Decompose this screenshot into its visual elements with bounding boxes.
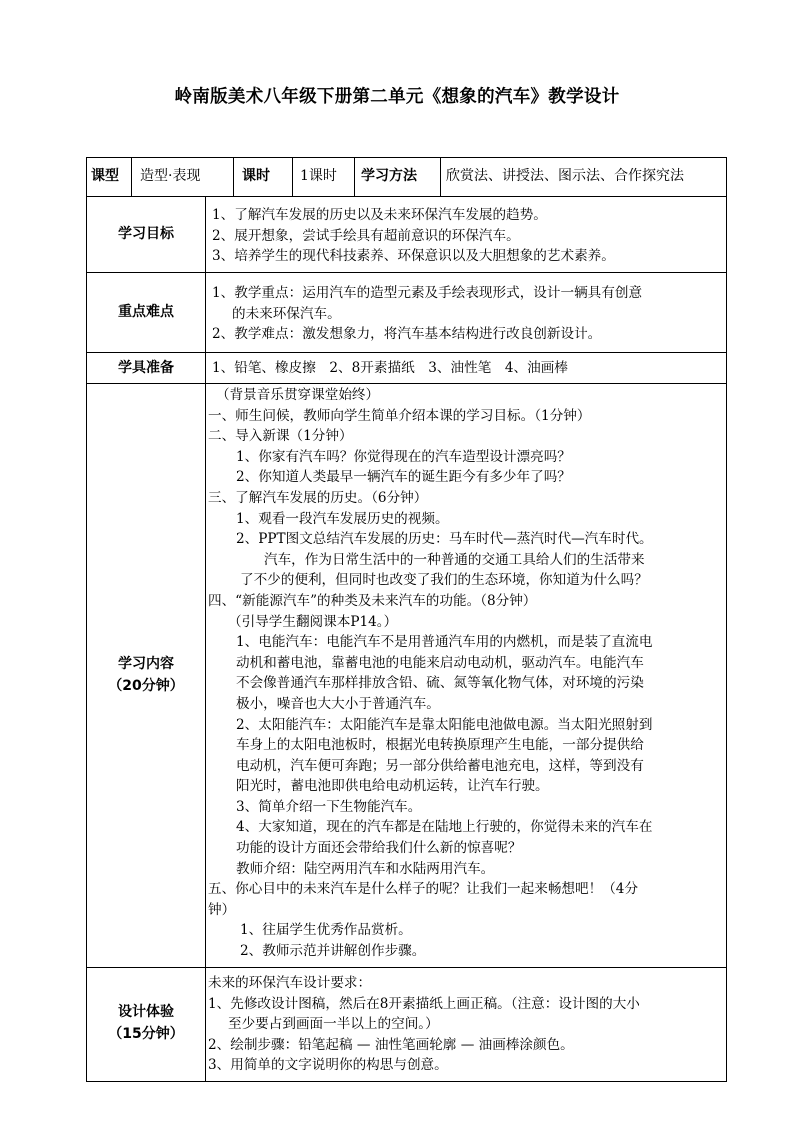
learning-content (208, 385, 653, 962)
content-line: 四、“新能源汽车”的种类及未来汽车的功能。（8分钟） (208, 592, 537, 609)
content-line: 2、你知道人类最早一辆汽车的诞生距今有多少年了吗？ (236, 469, 571, 486)
content-line: 1、往届学生优秀作品赏析。 (240, 922, 412, 939)
content-line: 2、太阳能汽车：太阳能汽车是靠太阳能电池做电源。当太阳光照射到 (236, 716, 653, 733)
content-line: 汽车，作为日常生活中的一种普通的交通工具给人们的生活带来 (264, 551, 645, 568)
content-line: 不会像普通汽车那样排放含铅、硫、氮等氧化物气体，对环境的污染 (236, 675, 644, 692)
content-line: 车身上的太阳电池板时，根据光电转换原理产生电能，一部分提供给 (236, 737, 644, 754)
content-line: 动机和蓄电池，靠蓄电池的电能来启动电动机，驱动汽车。电能汽车 (236, 654, 644, 671)
content-line: 1、电能汽车：电能汽车不是用普通汽车用的内燃机，而是装了直流电 (236, 634, 653, 651)
column-divider (292, 157, 293, 196)
row-divider (86, 196, 727, 197)
design-content (208, 973, 640, 1076)
goal-line: 3、培养学生的现代科技素养、环保意识以及大胆想象的艺术素养。 (212, 248, 615, 265)
content-line: 3、简单介绍一下生物能汽车。 (236, 798, 422, 815)
row-divider (86, 352, 727, 353)
content-label: 学习内容 (118, 656, 174, 672)
lesson-hours-value: 1课时 (300, 168, 337, 184)
content-line: 一、师生问候，教师向学生简单介绍本课的学习目标。（1分钟） (208, 407, 591, 424)
lesson-hours-label: 课时 (242, 168, 270, 184)
key-point-line: 1、教学重点：运用汽车的造型元素及手绘表现形式，设计一辆具有创意 (212, 285, 643, 301)
key-points-content (212, 283, 642, 345)
column-divider (131, 157, 132, 196)
learning-method-value: 欣赏法、讲授法、图示法、合作探究法 (446, 168, 684, 184)
column-divider (354, 157, 355, 196)
key-point-line: 2、教学难点：激发想象力，将汽车基本结构进行改良创新设计。 (212, 326, 602, 343)
column-divider (440, 157, 441, 196)
content-line: 教师介绍：陆空两用汽车和水陆两用汽车。 (236, 860, 495, 877)
goal-line: 2、展开想象，尝试手绘具有超前意识的环保汽车。 (212, 227, 520, 244)
row-divider (86, 383, 727, 384)
goal-line: 1、了解汽车发展的历史以及未来环保汽车发展的趋势。 (212, 207, 547, 223)
content-line: 功能的设计方面还会带给我们什么新的惊喜呢？ (236, 840, 522, 857)
key-points-label: 重点难点 (118, 304, 174, 320)
goals-label: 学习目标 (118, 226, 174, 242)
content-duration: （20分钟） (108, 678, 184, 694)
row-divider (86, 967, 727, 968)
content-line: 二、导入新课（1分钟） (208, 428, 353, 445)
content-line: 1、你家有汽车吗？你觉得现在的汽车造型设计漂亮吗？ (236, 448, 571, 465)
content-line: （背景音乐贯穿课堂始终） (216, 387, 380, 403)
design-line: 未来的环保汽车设计要求： (208, 975, 372, 991)
content-line: 4、大家知道，现在的汽车都是在陆地上行驶的，你觉得未来的汽车在 (236, 819, 653, 836)
label-column-divider (205, 196, 206, 1082)
goals-content (212, 205, 615, 267)
row-divider (86, 272, 727, 273)
content-line: 2、教师示范并讲解创作步骤。 (240, 943, 426, 960)
content-line: 电动机，汽车便可奔跑；另一部分供给蓄电池充电，这样，等到没有 (236, 757, 644, 774)
lesson-type-label: 课型 (91, 168, 119, 184)
design-line: 2、绘制步骤：铅笔起稿 — 油性笔画轮廓 — 油画棒涂颜色。 (208, 1036, 574, 1053)
content-line: 极小，噪音也大大小于普通汽车。 (236, 695, 440, 712)
page-title: 岭南版美术八年级下册第二单元《想象的汽车》教学设计 (174, 87, 620, 107)
tools-content: 1、铅笔、橡皮擦 2、8开素描纸 3、油性笔 4、油画棒 (212, 360, 568, 376)
content-line: （引导学生翻阅课本P14。） (228, 613, 398, 630)
content-line: 2、PPT图文总结汽车发展的历史：马车时代—蒸汽时代—汽车时代。 (236, 531, 653, 548)
content-line: 钟） (208, 901, 236, 918)
key-point-line: 的未来环保汽车。 (232, 305, 341, 322)
content-line: 五、你心目中的未来汽车是什么样子的呢？让我们一起来畅想吧！（4分 (208, 881, 639, 898)
design-line: 3、用简单的文字说明你的构思与创意。 (208, 1057, 448, 1074)
design-line: 至少要占到画面一半以上的空间。） (228, 1016, 439, 1033)
design-line: 1、先修改设计图稿，然后在8开素描纸上画正稿。（注意：设计图的大小 (208, 995, 640, 1012)
design-duration: （15分钟） (108, 1026, 184, 1042)
lesson-type-value: 造型·表现 (140, 168, 201, 184)
content-line: 三、了解汽车发展的历史。（6分钟） (208, 489, 428, 506)
content-line: 1、观看一段汽车发展历史的视频。 (236, 510, 449, 527)
content-line: 阳光时，蓄电池即供电给电动机运转，让汽车行驶。 (236, 778, 549, 795)
tools-label: 学具准备 (118, 360, 174, 376)
learning-method-label: 学习方法 (361, 168, 417, 184)
design-label: 设计体验 (118, 1004, 174, 1020)
column-divider (233, 157, 234, 196)
content-line: 了不少的便利，但同时也改变了我们的生态环境，你知道为什么吗？ (240, 572, 648, 589)
